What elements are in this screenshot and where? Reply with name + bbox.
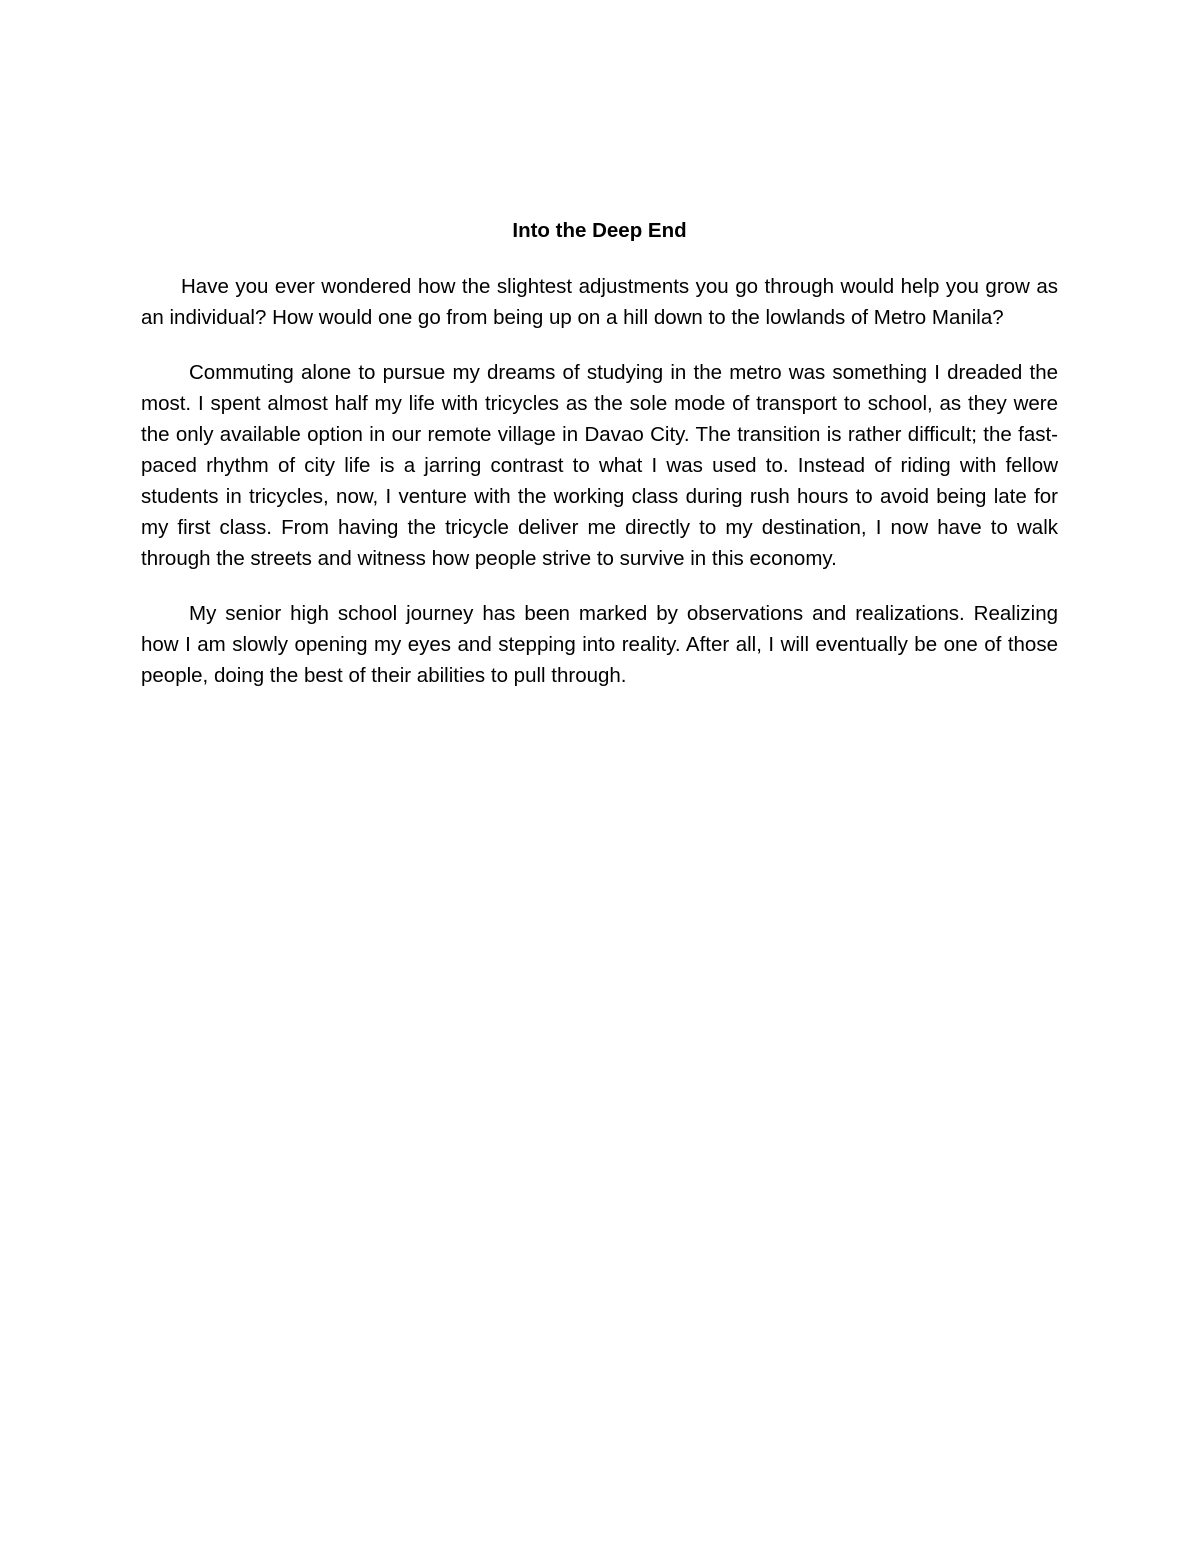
paragraph-1: Have you ever wondered how the slightest adjustments you go through would help you grow as an individual? How would one go from being up on a hill down to the lowlands of Metro Manila? (141, 275, 1058, 329)
document-title: Into the Deep End (512, 219, 687, 242)
document-body (141, 216, 1058, 715)
paragraph-3: My senior high school journey has been marked by observations and realizations. Realizing how I am slowly opening my eyes and stepping into reality. After all, I will eventually be one of those people, doing the best of their abilities to pull through. (141, 602, 1058, 687)
paragraph-2: Commuting alone to pursue my dreams of studying in the metro was something I dreaded the most. I spent almost half my life with tricycles as the sole mode of transport to school, as they were the only available option in our remote village in Davao City. The transition is rather difficult; the fast-paced rhythm of city life is a jarring contrast to what I was used to. Instead of riding with fellow students in tricycles, now, I venture with the working class during rush hours to avoid being late for my first class. From having the tricycle deliver me directly to my destination, I now have to walk through the streets and witness how people strive to survive in this economy. (141, 361, 1058, 570)
